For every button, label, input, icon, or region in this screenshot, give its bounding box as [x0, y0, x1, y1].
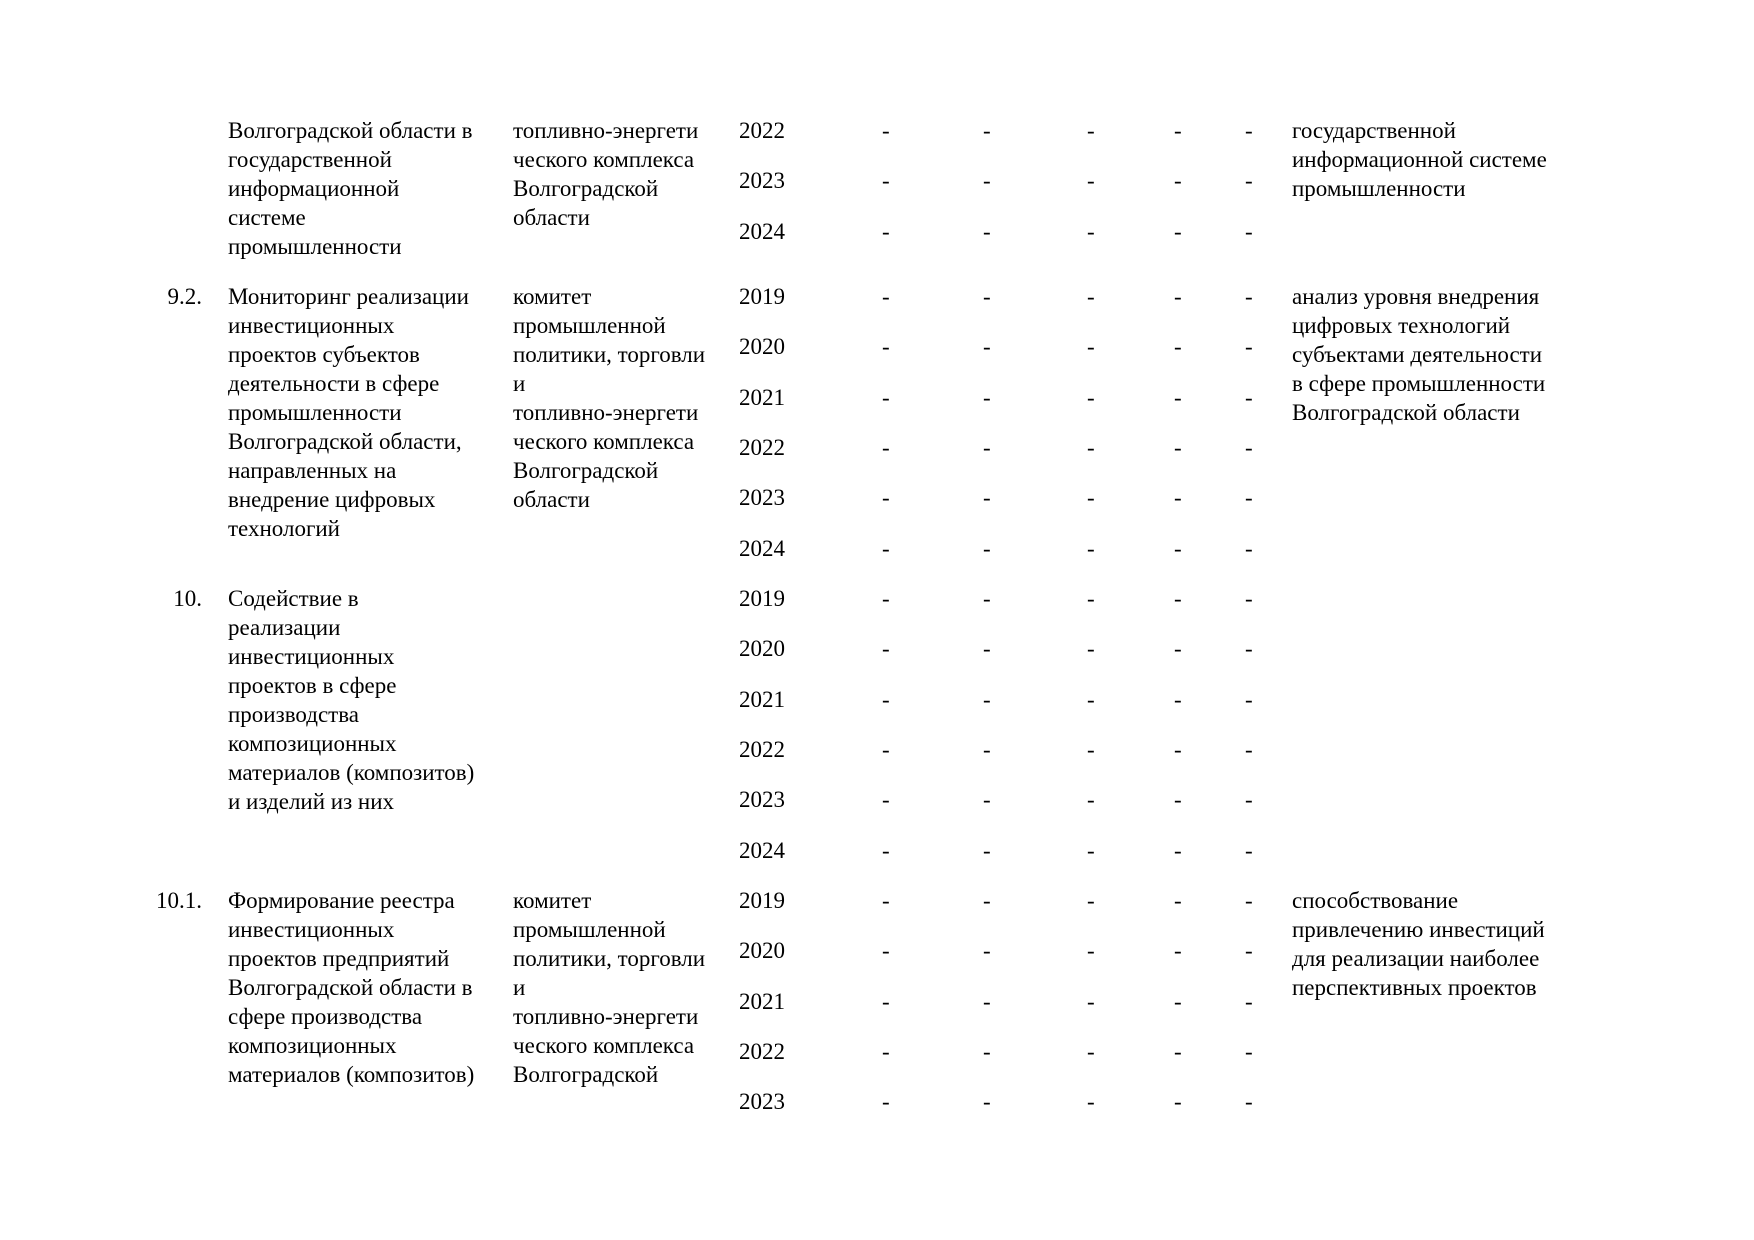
funding-value-empty: -: [983, 384, 991, 410]
funding-value-empty: -: [882, 168, 890, 194]
funding-value-empty: -: [1245, 938, 1253, 964]
funding-value-empty: -: [1174, 1089, 1182, 1115]
row-number: 9.2.: [167, 284, 202, 309]
activity-description: Мониторинг реализации инвестиционных проектов субъектов деятельности в сфере промышленности Волгоградской области, направленных на внедрение цифровых технологий: [228, 284, 469, 541]
funding-value-empty: -: [1174, 686, 1182, 712]
funding-value-empty: -: [1174, 434, 1182, 460]
year-cell: 2024: [739, 535, 785, 561]
funding-value-empty: -: [1174, 988, 1182, 1014]
year-cell: 2020: [739, 636, 785, 662]
funding-value-empty: -: [882, 334, 890, 360]
funding-value-empty: -: [1245, 168, 1253, 194]
funding-value-empty: -: [1087, 988, 1095, 1014]
funding-value-empty: -: [1087, 434, 1095, 460]
funding-value-empty: -: [1174, 118, 1182, 143]
funding-value-empty: -: [1087, 284, 1095, 309]
funding-value-empty: -: [1087, 118, 1095, 143]
year-cell: 2021: [739, 988, 785, 1014]
funding-value-empty: -: [983, 535, 991, 561]
year-cell: 2019: [739, 888, 785, 913]
funding-value-empty: -: [983, 988, 991, 1014]
funding-value-empty: -: [983, 636, 991, 662]
funding-value-empty: -: [1087, 888, 1095, 913]
funding-value-empty: -: [983, 118, 991, 143]
year-cell: 2020: [739, 938, 785, 964]
funding-value-empty: -: [1174, 535, 1182, 561]
funding-value-empty: -: [1087, 384, 1095, 410]
funding-value-empty: -: [1245, 485, 1253, 511]
funding-value-empty: -: [1245, 787, 1253, 813]
funding-value-empty: -: [983, 168, 991, 194]
funding-value-empty: -: [882, 1038, 890, 1064]
funding-value-empty: -: [983, 888, 991, 913]
funding-value-empty: -: [983, 485, 991, 511]
funding-value-empty: -: [1087, 636, 1095, 662]
row-number: 10.: [173, 586, 202, 611]
funding-value-empty: -: [1087, 535, 1095, 561]
funding-value-empty: -: [1245, 384, 1253, 410]
funding-value-empty: -: [1245, 218, 1253, 244]
funding-value-empty: -: [1245, 1038, 1253, 1064]
funding-value-empty: -: [882, 888, 890, 913]
funding-value-empty: -: [882, 988, 890, 1014]
year-cell: 2021: [739, 686, 785, 712]
funding-value-empty: -: [1174, 837, 1182, 863]
funding-value-empty: -: [1245, 636, 1253, 662]
funding-value-empty: -: [1174, 586, 1182, 611]
year-cell: 2019: [739, 586, 785, 611]
year-cell: 2023: [739, 1089, 785, 1115]
year-cell: 2024: [739, 218, 785, 244]
funding-value-empty: -: [882, 787, 890, 813]
funding-value-empty: -: [1174, 334, 1182, 360]
funding-value-empty: -: [983, 334, 991, 360]
expected-result: способствование привлечению инвестиций для реализации наиболее перспективных проектов: [1292, 888, 1545, 1000]
funding-value-empty: -: [1174, 636, 1182, 662]
funding-value-empty: -: [1245, 586, 1253, 611]
funding-value-empty: -: [1087, 1038, 1095, 1064]
funding-value-empty: -: [882, 218, 890, 244]
funding-value-empty: -: [882, 736, 890, 762]
funding-value-empty: -: [1245, 284, 1253, 309]
funding-value-empty: -: [1087, 686, 1095, 712]
funding-value-empty: -: [882, 938, 890, 964]
year-cell: 2021: [739, 384, 785, 410]
responsible-executor: комитет промышленной политики, торговли и топливно-энергети ческого комплекса Волгоградской области: [513, 284, 706, 512]
funding-value-empty: -: [882, 284, 890, 309]
year-cell: 2022: [739, 434, 785, 460]
funding-value-empty: -: [882, 485, 890, 511]
year-cell: 2024: [739, 837, 785, 863]
funding-value-empty: -: [983, 434, 991, 460]
year-cell: 2022: [739, 736, 785, 762]
funding-value-empty: -: [983, 1089, 991, 1115]
row-number: 10.1.: [156, 888, 202, 913]
funding-value-empty: -: [1087, 218, 1095, 244]
expected-result: государственной информационной системе промышленности: [1292, 118, 1547, 201]
funding-value-empty: -: [882, 118, 890, 143]
funding-value-empty: -: [1174, 218, 1182, 244]
activity-description: Формирование реестра инвестиционных проектов предприятий Волгоградской области в сфере производства композиционных материалов (композитов): [228, 888, 475, 1087]
funding-value-empty: -: [983, 787, 991, 813]
funding-value-empty: -: [1245, 1089, 1253, 1115]
funding-value-empty: -: [882, 384, 890, 410]
funding-value-empty: -: [882, 636, 890, 662]
funding-value-empty: -: [1245, 888, 1253, 913]
funding-value-empty: -: [1174, 284, 1182, 309]
funding-value-empty: -: [983, 1038, 991, 1064]
funding-value-empty: -: [1087, 787, 1095, 813]
year-cell: 2022: [739, 1038, 785, 1064]
funding-value-empty: -: [1245, 535, 1253, 561]
funding-value-empty: -: [983, 586, 991, 611]
year-cell: 2023: [739, 168, 785, 194]
funding-value-empty: -: [1245, 118, 1253, 143]
funding-value-empty: -: [1245, 434, 1253, 460]
year-cell: 2023: [739, 787, 785, 813]
funding-value-empty: -: [1174, 938, 1182, 964]
funding-value-empty: -: [1087, 938, 1095, 964]
funding-value-empty: -: [882, 686, 890, 712]
expected-result: анализ уровня внедрения цифровых технологий субъектами деятельности в сфере промышленности Волгоградской области: [1292, 284, 1546, 425]
funding-value-empty: -: [983, 218, 991, 244]
year-cell: 2023: [739, 485, 785, 511]
funding-value-empty: -: [882, 1089, 890, 1115]
funding-value-empty: -: [1174, 787, 1182, 813]
year-cell: 2020: [739, 334, 785, 360]
funding-value-empty: -: [882, 434, 890, 460]
funding-value-empty: -: [1174, 168, 1182, 194]
funding-value-empty: -: [1087, 485, 1095, 511]
responsible-executor: топливно-энергети ческого комплекса Волгоградской области: [513, 118, 699, 230]
year-cell: 2019: [739, 284, 785, 309]
funding-value-empty: -: [1174, 888, 1182, 913]
funding-value-empty: -: [1087, 334, 1095, 360]
funding-value-empty: -: [983, 284, 991, 309]
year-cell: 2022: [739, 118, 785, 143]
funding-value-empty: -: [1087, 837, 1095, 863]
funding-value-empty: -: [1245, 837, 1253, 863]
activity-description: Содействие в реализации инвестиционных проектов в сфере производства композиционных материалов (композитов) и изделий из них: [228, 586, 475, 814]
responsible-executor: комитет промышленной политики, торговли и топливно-энергети ческого комплекса Волгоградской: [513, 888, 706, 1087]
funding-value-empty: -: [1245, 736, 1253, 762]
funding-value-empty: -: [1174, 1038, 1182, 1064]
funding-value-empty: -: [983, 837, 991, 863]
funding-value-empty: -: [1174, 485, 1182, 511]
funding-value-empty: -: [1174, 384, 1182, 410]
funding-value-empty: -: [983, 938, 991, 964]
funding-value-empty: -: [1245, 988, 1253, 1014]
funding-value-empty: -: [882, 535, 890, 561]
funding-value-empty: -: [1087, 586, 1095, 611]
funding-value-empty: -: [1087, 736, 1095, 762]
funding-value-empty: -: [1174, 736, 1182, 762]
funding-value-empty: -: [1245, 334, 1253, 360]
funding-value-empty: -: [1245, 686, 1253, 712]
funding-value-empty: -: [882, 586, 890, 611]
funding-value-empty: -: [983, 736, 991, 762]
funding-value-empty: -: [983, 686, 991, 712]
funding-value-empty: -: [882, 837, 890, 863]
funding-value-empty: -: [1087, 168, 1095, 194]
funding-value-empty: -: [1087, 1089, 1095, 1115]
activity-description: Волгоградской области в государственной информационной системе промышленности: [228, 118, 473, 259]
